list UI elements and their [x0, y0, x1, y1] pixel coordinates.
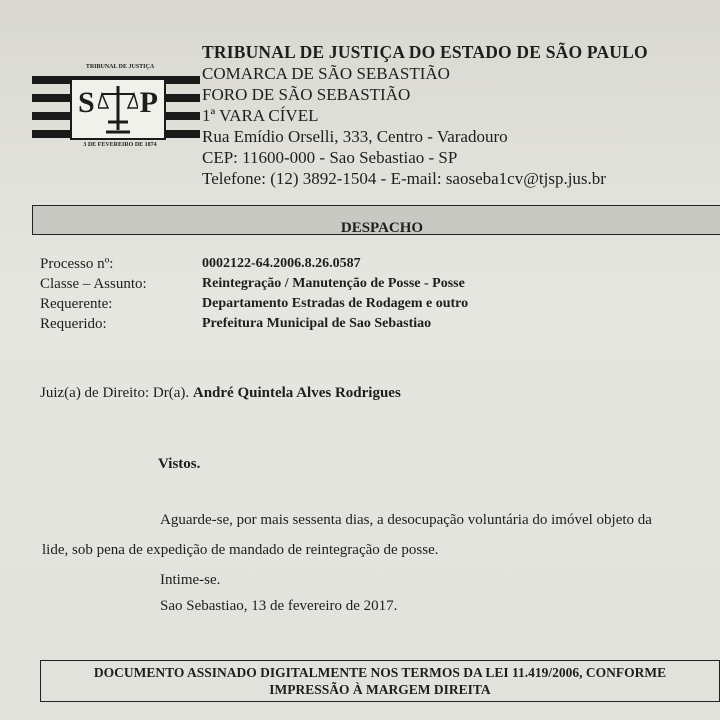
- field-label: Processo nº:: [40, 256, 114, 272]
- date-line: Sao Sebastiao, 13 de fevereiro de 2017.: [160, 598, 398, 614]
- field-label: Requerente:: [40, 296, 113, 312]
- field-requerente: [40, 294, 468, 314]
- vistos-heading: Vistos.: [158, 456, 201, 472]
- tjsp-logo: [32, 62, 200, 154]
- paragraph-line-1: Aguarde-se, por mais sessenta dias, a desocupação voluntária do imóvel objeto da: [160, 512, 652, 528]
- logo-caption-top: TRIBUNAL DE JUSTIÇA: [85, 64, 155, 70]
- digital-signature-notice: [40, 660, 720, 702]
- scales-of-justice-icon: [98, 82, 138, 136]
- header-line-cep: CEP: 11600-000 - Sao Sebastiao - SP: [202, 148, 458, 167]
- field-value: 0002122-64.2006.8.26.0587: [202, 256, 361, 271]
- court-header: [202, 42, 648, 189]
- footer-line-1: DOCUMENTO ASSINADO DIGITALMENTE NOS TERMOS DA LEI 11.419/2006, CONFORME: [93, 665, 667, 680]
- logo-letter-s: S: [78, 86, 95, 119]
- field-value: Prefeitura Municipal de Sao Sebastiao: [202, 316, 432, 331]
- court-name: TRIBUNAL DE JUSTIÇA DO ESTADO DE SÃO PAULO: [202, 42, 648, 62]
- field-value: Departamento Estradas de Rodagem e outro: [202, 296, 469, 311]
- field-value: Reintegração / Manutenção de Posse - Posse: [202, 276, 465, 291]
- judge-label: Juiz(a) de Direito: Dr(a).: [40, 385, 190, 401]
- header-line-contact: Telefone: (12) 3892-1504 - E-mail: saoseba1cv@tjsp.jus.br: [202, 169, 606, 188]
- field-label: Classe – Assunto:: [40, 276, 147, 292]
- header-line-foro: FORO DE SÃO SEBASTIÃO: [202, 85, 411, 104]
- section-title: DESPACHO: [340, 220, 424, 236]
- case-fields: [40, 254, 468, 334]
- judge-line: [40, 385, 401, 402]
- header-line-vara: 1ª VARA CÍVEL: [202, 106, 319, 125]
- field-processo: [40, 254, 468, 274]
- section-title-bar: [32, 205, 720, 235]
- field-classe-assunto: [40, 274, 468, 294]
- logo-caption-bottom: 3 DE FEVEREIRO DE 1874: [83, 142, 157, 148]
- logo-shield: [70, 78, 166, 140]
- judge-name: André Quintela Alves Rodrigues: [192, 385, 401, 401]
- header-line-comarca: COMARCA DE SÃO SEBASTIÃO: [202, 64, 450, 83]
- paragraph-line-2: lide, sob pena de expedição de mandado de reintegração de posse.: [42, 542, 439, 558]
- field-requerido: [40, 314, 468, 334]
- header-line-address: Rua Emídio Orselli, 333, Centro - Varadouro: [202, 127, 508, 146]
- footer-line-2: IMPRESSÃO À MARGEM DIREITA: [269, 682, 491, 697]
- logo-letter-p: P: [139, 86, 158, 119]
- intime-line: Intime-se.: [160, 572, 221, 588]
- field-label: Requerido:: [40, 316, 107, 332]
